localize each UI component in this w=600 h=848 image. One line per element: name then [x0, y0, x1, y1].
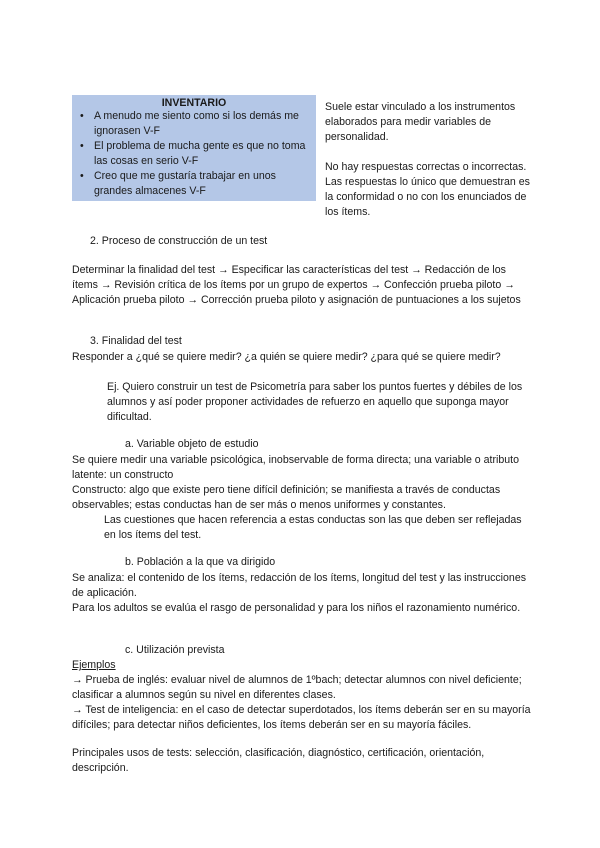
section-2-heading: 2. Proceso de construcción de un test	[90, 235, 268, 247]
sub-a-paragraph-3: Las cuestiones que hacen referencia a estas conductas son las que deben ser reflejadas en los ítems del test.	[104, 514, 522, 541]
inventory-title: INVENTARIO	[161, 97, 227, 109]
example-english-test: → Prueba de inglés: evaluar nivel de alumnos de 1ºbach; detectar alumnos con nivel deficiente; clasificar a alumnos según su nivel en diferentes clases.	[72, 674, 522, 701]
inventory-list	[78, 109, 310, 198]
section-2-body: Determinar la finalidad del test → Especificar las características del test → Redacción de los ítems → Revisión crítica de los ítems por un grupo de expertos → Confección prueba piloto → Aplicación prueba piloto → Corrección prueba piloto y asignación de puntuaciones a los sujetos	[72, 264, 521, 306]
section-3-question: Responder a ¿qué se quiere medir? ¿a quién se quiere medir? ¿para qué se quiere medir?	[72, 351, 501, 363]
inventory-item: • A menudo me siento como si los demás me ignorasen V-F	[94, 109, 310, 138]
sub-b-heading: b. Población a la que va dirigido	[125, 556, 276, 568]
side-notes	[325, 100, 535, 235]
sub-c-heading: c. Utilización prevista	[125, 644, 225, 656]
section-3-example: Ej. Quiero construir un test de Psicometría para saber los puntos fuertes y débiles de los alumnos y así poder proponer actividades de refuerzo en aquello que suponga mayor dificultad.	[107, 381, 523, 423]
sub-a-paragraph-1: Se quiere medir una variable psicológica, inobservable de forma directa; una variable o atributo latente: un constructo	[72, 454, 519, 481]
side-note-2: No hay respuestas correctas o incorrectas. Las respuestas lo único que demuestran es la conformidad o no con los enunciados de los ítems.	[325, 161, 530, 218]
sub-a-heading: a. Variable objeto de estudio	[125, 438, 259, 450]
inventory-box	[72, 95, 316, 201]
example-intelligence-test: → Test de inteligencia: en el caso de detectar superdotados, los ítems deberán ser en su mayoría difíciles; para detectar niños deficientes, los ítems deberán ser en su mayoría fáciles.	[72, 704, 531, 731]
side-note-1: Suele estar vinculado a los instrumentos elaborados para medir variables de personalidad.	[325, 101, 516, 143]
sub-a-paragraph-2: Constructo: algo que existe pero tiene difícil definición; se manifiesta a través de conductas observables; estas conductas han de ser más o menos uniformes y constantes.	[72, 484, 501, 511]
examples-label: Ejemplos	[72, 659, 116, 671]
inventory-item: • El problema de mucha gente es que no toma las cosas en serio V-F	[94, 139, 310, 168]
test-uses: Principales usos de tests: selección, clasificación, diagnóstico, certificación, orientación, descripción.	[72, 747, 485, 774]
sub-b-paragraph-1: Se analiza: el contenido de los ítems, redacción de los ítems, longitud del test y las instrucciones de aplicación.	[72, 572, 527, 599]
inventory-item: • Creo que me gustaría trabajar en unos grandes almacenes V-F	[94, 169, 310, 198]
sub-b-paragraph-2: Para los adultos se evalúa el rasgo de personalidad y para los niños el razonamiento numérico.	[72, 602, 521, 614]
section-3-heading: 3. Finalidad del test	[90, 335, 182, 347]
